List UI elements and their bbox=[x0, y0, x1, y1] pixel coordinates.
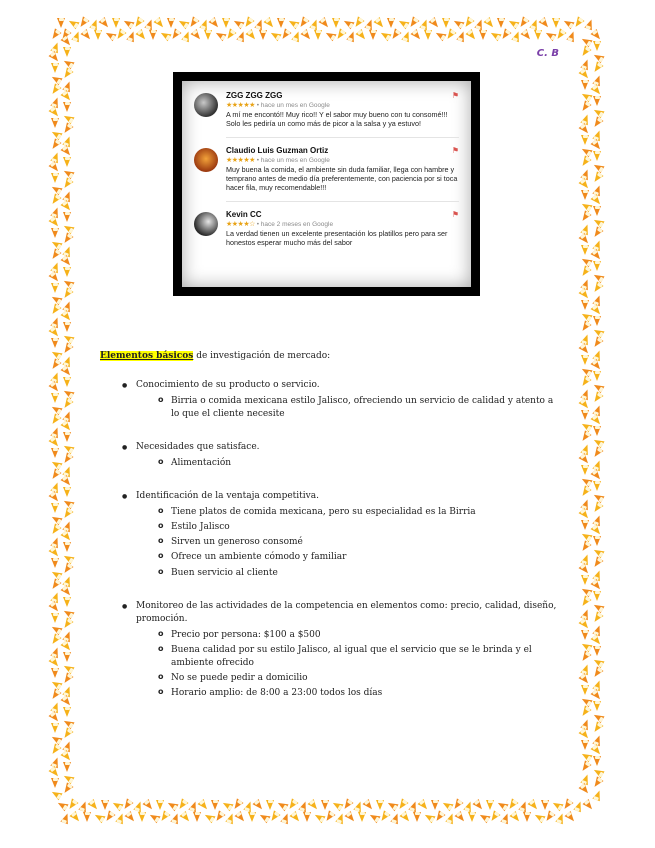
sub-list bbox=[136, 457, 560, 470]
section-heading bbox=[100, 350, 560, 363]
list-item-title: Monitoreo de las actividades de la competencia en elementos como: precio, calidad, diseño, promoción. bbox=[136, 600, 557, 624]
research-elements-list bbox=[100, 379, 560, 700]
candy-corn-border-right bbox=[592, 30, 603, 800]
reviewer-name: Claudio Luis Guzman Ortiz bbox=[226, 146, 329, 156]
candy-corn-border-left-inner bbox=[62, 36, 73, 795]
sub-list-item: o Alimentación bbox=[158, 457, 560, 470]
flag-icon: ⚑ bbox=[451, 91, 459, 100]
star-rating: ★★★★★ bbox=[226, 157, 255, 165]
star-rating: ★★★★☆ bbox=[226, 221, 255, 229]
candy-corn-icon bbox=[582, 798, 597, 813]
sub-list-item: o Horario amplio: de 8:00 a 23:00 todos los días bbox=[158, 687, 560, 700]
sub-list-item: o Buena calidad por su estilo Jalisco, al igual que el servicio que se le brinda y el ambiente ofrecido bbox=[158, 644, 560, 670]
sub-list bbox=[136, 506, 560, 579]
sub-list-item: o Estilo Jalisco bbox=[158, 521, 560, 534]
list-item bbox=[122, 490, 560, 579]
candy-corn-icon bbox=[578, 782, 593, 797]
sub-list-item: o Ofrece un ambiente cómodo y familiar bbox=[158, 551, 560, 564]
candy-corn-border-left bbox=[50, 30, 61, 800]
review-time: • hace 2 meses en Google bbox=[256, 221, 334, 229]
review-text: La verdad tienen un excelente presentación los platillos pero para ser honestos esperar mucho más del sabor bbox=[226, 229, 448, 247]
candy-corn-border-bottom-inner bbox=[60, 812, 577, 823]
review-item bbox=[194, 210, 459, 247]
sub-list-item: o Buen servicio al cliente bbox=[158, 567, 560, 580]
review-item bbox=[194, 91, 459, 128]
list-item-title: Conocimiento de su producto o servicio. bbox=[136, 380, 320, 391]
star-rating: ★★★★★ bbox=[226, 102, 255, 109]
avatar bbox=[194, 93, 218, 117]
sub-list-item: o Sirven un generoso consomé bbox=[158, 536, 560, 549]
review-time: • hace un mes en Google bbox=[256, 157, 330, 165]
reviews-panel bbox=[182, 81, 471, 287]
divider bbox=[226, 201, 459, 202]
review-text: Muy buena la comida, el ambiente sin duda familiar, llega con hambre y temprano antes de medio día preferentemente, con paciencia por si toca hacer fila, muy recomendable!!! bbox=[226, 165, 458, 192]
reviewer-name: Kevin CC bbox=[226, 210, 262, 220]
sub-list bbox=[136, 395, 560, 421]
list-item bbox=[122, 379, 560, 421]
review-item bbox=[194, 146, 459, 192]
avatar bbox=[194, 212, 218, 236]
reviews-image bbox=[173, 72, 480, 296]
candy-corn-icon bbox=[564, 810, 579, 825]
sub-list-item: o Birria o comida mexicana estilo Jalisco, ofreciendo un servicio de calidad y atento a lo que el cliente necesite bbox=[158, 395, 560, 421]
candy-corn-border-top bbox=[56, 18, 595, 29]
candy-corn-border-right-inner bbox=[580, 36, 591, 795]
sub-list-item: o Tiene platos de comida mexicana, pero su especialidad es la Birria bbox=[158, 506, 560, 519]
avatar bbox=[194, 148, 218, 172]
sub-list-item: o Precio por persona: $100 a $500 bbox=[158, 629, 560, 642]
document-body bbox=[100, 350, 560, 720]
list-item-title: Identificación de la ventaja competitiva. bbox=[136, 491, 319, 502]
list-item bbox=[122, 441, 560, 470]
sub-list-item: o No se puede pedir a domicilio bbox=[158, 672, 560, 685]
review-time: • hace un mes en Google bbox=[256, 102, 330, 109]
author-initials: C. B bbox=[536, 48, 559, 59]
candy-corn-icon bbox=[60, 782, 75, 797]
list-item-title: Necesidades que satisface. bbox=[136, 442, 260, 453]
flag-icon: ⚑ bbox=[451, 146, 459, 156]
sub-list bbox=[136, 629, 560, 700]
reviewer-name: ZGG ZGG ZGG bbox=[226, 91, 283, 100]
candy-corn-border-bottom bbox=[56, 800, 595, 811]
candy-corn-icon bbox=[582, 16, 596, 30]
heading-rest: de investigación de mercado: bbox=[193, 351, 331, 361]
candy-corn-icon bbox=[564, 28, 578, 42]
candy-corn-border-top-inner bbox=[60, 30, 577, 41]
review-text: A mí me encontó!! Muy rico!! Y el sabor muy bueno con tu consomé!!! Solo les pediría un como más de picor a la salsa y ya estuvo! bbox=[226, 110, 448, 128]
list-item bbox=[122, 600, 560, 700]
flag-icon: ⚑ bbox=[451, 210, 459, 220]
divider bbox=[226, 137, 459, 138]
highlighted-heading: Elementos básicos bbox=[100, 351, 194, 361]
